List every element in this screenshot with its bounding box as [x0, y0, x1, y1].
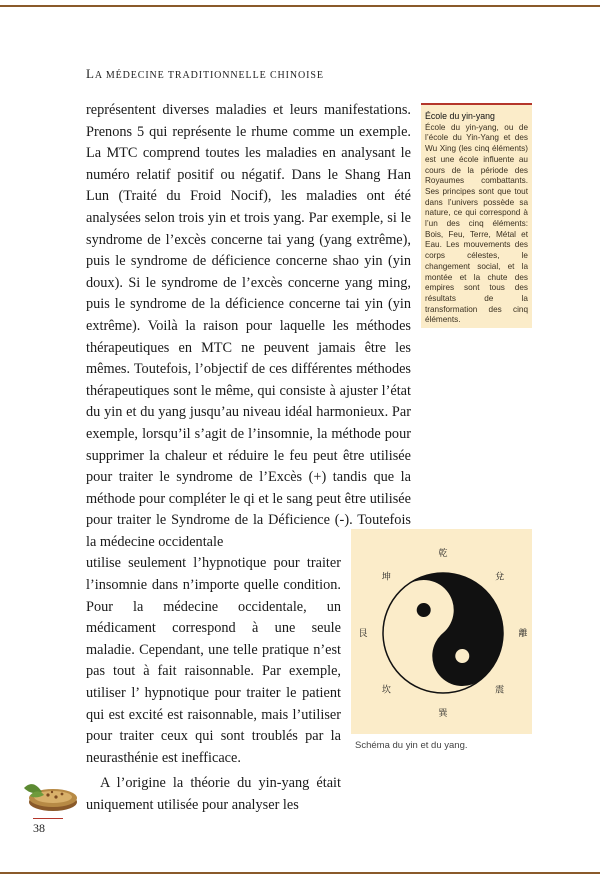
paragraph-2: A l’origine la théorie du yin-yang était uniquement utilisée pour analyser les: [86, 775, 341, 813]
trigram-label: 離: [518, 629, 528, 639]
page-number-rule: [33, 818, 63, 819]
sidebar-title: École du yin-yang: [425, 111, 495, 121]
trigram-label: 坎: [381, 685, 391, 696]
figure-caption: Schéma du yin et du yang.: [355, 740, 468, 751]
trigram-label: 乾: [438, 549, 448, 559]
header-initial: L: [86, 66, 95, 81]
header-smallcaps: A MÉDECINE TRADITIONNELLE CHINOISE: [94, 70, 324, 81]
trigram-label: 震: [495, 685, 505, 696]
yin-yang-diagram: [351, 529, 532, 734]
paragraph-1-wide: représentent diverses maladies et leurs manifestations. Prenons 5 qui représente le rhume comme un exemple. La MTC comprend toutes les maladies en analysant le numéro relatif positif ou négatif. Dans le Shang Han Lun (Traité du Froid Nocif), les maladies ont été analysées selon trois yin et trois yang. Par exemple, si le syndrome de l’excès concerne tai yang (yang extrême), puis le syndrome de déficience concerne shao yin (yin doux). Si le syndrome de l’excès concerne yang ming, puis le syndrome de la déficience concerne tai yin (yin extrême). Voilà la raison pour laquelle les méthodes thérapeutiques en MTC ne peuvent jamais être les mêmes. Toutefois, l’objectif de ces différentes méthodes thérapeutiques sont le même, qui consiste à ajuster l’état du yin et du yang jusqu’au niveau idéal harmonieux. Par exemple, lorsqu’il s’agit de l’insomnie, la méthode pour supprimer la chaleur et réduire le feu peut être utilisée pour traiter le syndrome de l’Excès (+) tandis que la méthode pour compléter le qi et le sang peut être utilisée pour traiter le Syndrome de la Déficience (-). Toutefois la médecine occidentale: [86, 102, 411, 550]
bottom-rule: [0, 872, 600, 874]
trigram-label: 巽: [438, 709, 448, 719]
trigram-label: 坤: [381, 572, 391, 583]
top-rule: [0, 5, 600, 7]
running-header: [86, 66, 324, 82]
page-number: 38: [33, 821, 45, 835]
sidebar-text: École du yin-yang, ou de l’école du Yin-Yang et des Wu Xing (les cinq éléments) est une école influente au cours de la période des Royaumes combattants. Ses principes sont que tout dans l’univers possède sa nature, ce qui correspond à l’un des cinq éléments: Bois, Feu, Terre, Métal et Eau. Les mouvements des corps célestes, le changement social, et la montée et la chute des empires sont tous des résultats de la transformation des cinq éléments.: [425, 122, 528, 325]
sidebar-box: [421, 103, 532, 328]
yin-yang-figure: [351, 529, 532, 734]
trigram-label: 艮: [358, 629, 368, 639]
paragraph-1-narrow: utilise seulement l’hypnotique pour traiter l’insomnie dans n’importe quelle condition. Pour la médecine occidentale, un médicament correspond à une seule maladie. Cependant, une telle pratique n’est pas tout à fait raisonnable. Par exemple, utiliser l’ hypnotique pour traiter le patient qui est excité est raisonnable, mais l’utiliser pour traiter ceux qui sont troublés par la neurasthénie est inefficace.: [86, 555, 341, 766]
herb-bowl-icon: [20, 776, 80, 818]
trigram-label: 兌: [495, 572, 505, 583]
